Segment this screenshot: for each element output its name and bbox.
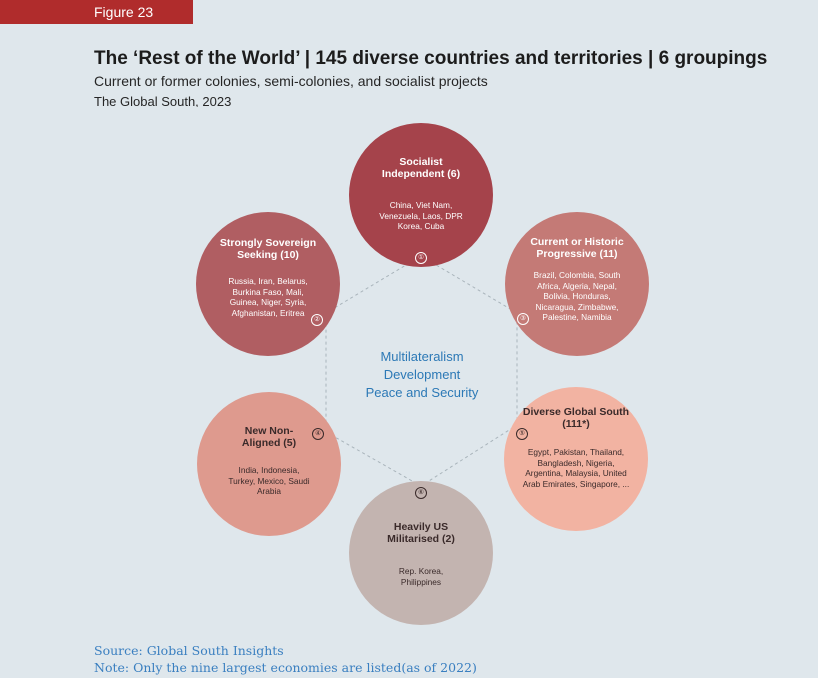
group-diverse-global-south (504, 387, 648, 531)
group-members: Russia, Iran, Belarus, Burkina Faso, Mali, Guinea, Niger, Syria, Afghanistan, Eritrea (228, 276, 308, 318)
center-themes (342, 348, 502, 402)
group-current-historic-progressive (505, 212, 649, 356)
source-note: Source: Global South Insights (94, 643, 284, 658)
chart-dateline: The Global South, 2023 (94, 94, 232, 107)
group-number-badge: ② (311, 314, 323, 326)
theme-peace-security: Peace and Security (365, 385, 479, 400)
group-number-badge: ③ (517, 313, 529, 325)
group-number-badge: ① (415, 252, 427, 264)
group-name: Heavily US Militarised (2) (387, 521, 455, 545)
group-heavily-us-militarised (349, 481, 493, 625)
group-name: Diverse Global South (111*) (522, 406, 630, 430)
group-socialist-independent (349, 123, 493, 267)
group-members: Egypt, Pakistan, Thailand, Bangladesh, Nigeria, Argentina, Malaysia, United Arab Emirates, Singapore, ... (522, 447, 630, 489)
group-members: India, Indonesia, Turkey, Mexico, Saudi Arabia (228, 465, 310, 496)
group-name: New Non-Aligned (5) (241, 425, 297, 449)
figure-label: Figure 23 (0, 0, 193, 24)
group-members: Brazil, Colombia, South Africa, Algeria, Nepal, Bolivia, Honduras, Nicaragua, Zimbabwe, Palestine, Namibia (533, 270, 621, 322)
group-strongly-sovereign-seeking (196, 212, 340, 356)
group-new-non-aligned (197, 392, 341, 536)
footnote: Note: Only the nine largest economies are listed(as of 2022) (94, 660, 477, 675)
group-name: Socialist Independent (6) (381, 156, 461, 180)
group-members: Rep. Korea, Philippines (398, 566, 444, 587)
group-number-badge: ④ (312, 428, 324, 440)
chart-title: The ‘Rest of the World’ | 145 diverse countries and territories | 6 groupings (94, 48, 768, 69)
group-name: Current or Historic Progressive (11) (530, 236, 624, 260)
group-number-badge: ⑤ (516, 428, 528, 440)
chart-subtitle: Current or former colonies, semi-colonies, and socialist projects (94, 73, 488, 89)
group-members: China, Viet Nam, Venezuela, Laos, DPR Korea, Cuba (379, 200, 463, 231)
theme-development: Development (383, 367, 461, 382)
group-name: Strongly Sovereign Seeking (10) (219, 237, 317, 261)
group-number-badge: ⑥ (415, 487, 427, 499)
theme-multilateralism: Multilateralism (380, 349, 464, 364)
